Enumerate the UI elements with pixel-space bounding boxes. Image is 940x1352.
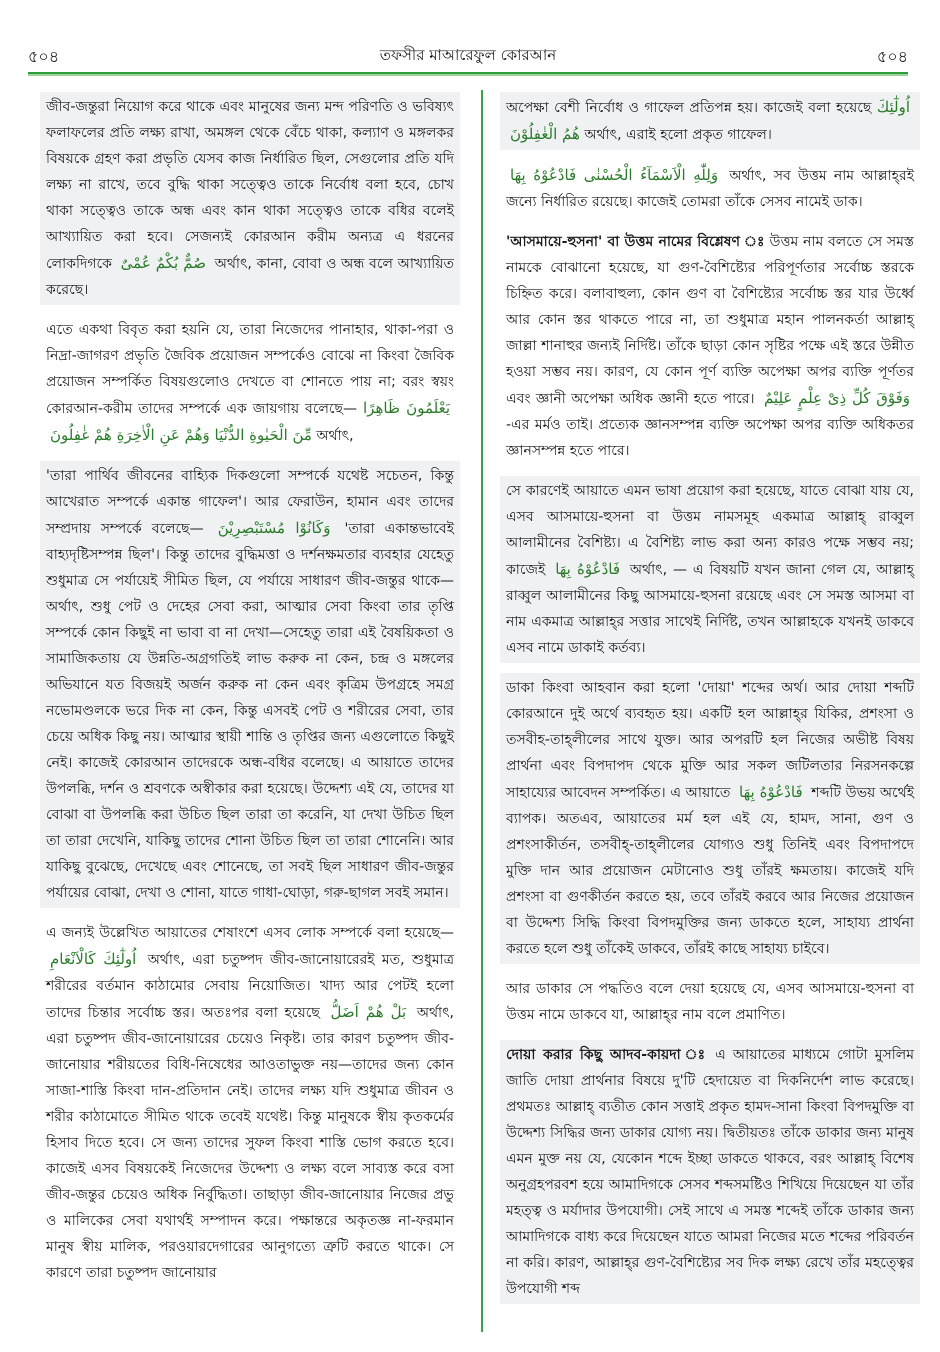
page-number-left: ৫০৪ [28,47,60,66]
paragraph-text: অর্থাৎ, সব উত্তম নাম আল্লাহ্‌রই জন্যে নির্ধারিত রয়েছে। কাজেই তোমরা তাঁকে সেসব নামেই ডাক। [506,168,915,210]
paragraph [40,315,460,451]
paragraph-text: এ আয়াতের মাধ্যমে গোটা মুসলিম জাতি দোয়া প্রার্থনার বিষয়ে দু'টি হেদায়েত বা দিকনির্দেশ লাভ করেছে। প্রথমতঃ আল্লাহ্ ব্যতীত কোন সত্তাই প্রকৃত হামদ-সানা কিংবা বিপদমুক্তি বা উদ্দেশ্য সিদ্ধির জন্য ডাকার যোগ্য নয়। দ্বিতীয়তঃ তাঁকে ডাকার জন্য মানুষ এমন মুক্ত নয় যে, যেকোন শব্দে ইচ্ছা ডাকতে থাকবে, বরং আল্লাহ্ বিশেষ অনুগ্রহপরবশ হয়ে আমাদিগকে সেসব শব্দসমষ্টিও শিখিয়ে দিয়েছেন যা তাঁর মহত্ত্ব ও মর্যাদার উপযোগী। সেই সাথে এ সমস্ত শব্দেই তাঁকে ডাকার জন্য আমাদিগকে বাধ্য করে দিয়েছেন যাতে আমরা নিজের মতে শব্দের পরিবর্তন না করি। কারণ, আল্লাহ্‌র গুণ-বৈশিষ্ট্যের সব দিক লক্ষ্য রেখে তাঁর মহত্ত্বের উপযোগী শব্দ [506,1047,914,1297]
paragraph-text: অর্থাৎ, [316,428,354,444]
paragraph [500,160,920,217]
column-divider [481,90,483,1332]
arabic-verse: بَلْ هُمْ اَضَلُّ [330,1003,407,1021]
arabic-verse: اُولٰٓئِكَ كَالْاَنْعَامِ [50,950,137,968]
paragraph-text: আর ডাকার সে পদ্ধতিও বলে দেয়া হয়েছে যে, এসব আসমায়ে-হুসনা বা উত্তম নামে ডাকবে যা, আল্লাহ্‌র নাম বলে প্রমাণিত। [506,981,914,1023]
arabic-verse: وَفَوْقَ كُلِّ ذِىْ عِلْمٍ عَلِيْمٌ [763,389,910,407]
paragraph [500,974,920,1030]
paragraph-text: জীব-জন্তুরা নিয়োগ করে থাকে এবং মানুষের জন্য মন্দ পরিণতি ও ভবিষ্যৎ ফলাফলের প্রতি লক্ষ্য রাখা, অমঙ্গল থেকে বেঁচে থাকা, কল্যাণ ও মঙ্গলকর বিষয়কে গ্রহণ করা প্রভৃতি যেসব কাজ নির্ধারিত ছিল, সেগুলোর প্রতি যদি লক্ষ্য না রাখে, তবে বুদ্ধি থাকা সত্ত্বেও তাকে নির্বোধ বলা হবে, চোখ থাকা সত্ত্বেও তাকে অন্ধ এবং কান থাকা সত্ত্বেও তাকে বধির বলেই আখ্যায়িত করা হবে। সেজন্যই কোরআন করীম অন্যত্র এ ধরনের লোকদিগকে [46,99,454,272]
arabic-verse: يَعْلَمُونَ ظَاهِرًا مِّنَ الْحَيٰوةِ الدُّنْيَا وَهُمْ عَنِ الْاٰخِرَةِ هُمْ غٰفِلُونَ [50,399,450,444]
paragraph [40,92,460,305]
paragraph [40,918,460,1288]
paragraph [500,476,920,663]
header-rule [28,72,908,76]
paragraph-text: অর্থাৎ, এরা চতুষ্পদ জীব-জানোয়ারের চেয়েও নিকৃষ্ট। তার কারণ চতুষ্পদ জীব-জানোয়ার শরীয়তের বিধি-নিষেধের আওতাভুক্ত নয়—তাদের জন্য কোন সাজা-শাস্তি কিংবা দান-প্রতিদান নেই। তাদের লক্ষ্য যদি শুধুমাত্র জীবন ও শরীর কাঠামোতে সীমিত থাকে তবেই যথেষ্ট। কিন্তু মানুষকে স্বীয় কৃতকর্মের হিসাব দিতে হবে। সে জন্য তাদের সুফল কিংবা শাস্তি ভোগ করতে হবে। কাজেই এসব বিষয়কেই নিজেদের উদ্দেশ্য ও লক্ষ্য বলে সাব্যস্ত করে বসা জীব-জন্তুর চেয়েও অধিক নির্বুদ্ধিতা। তাছাড়া জীব-জানোয়ার নিজের প্রভু ও মালিকের সেবা যথার্থই সম্পাদন করে। পক্ষান্তরে অকৃতজ্ঞ না-ফরমান মানুষ স্বীয় মালিক, পরওয়ারদেগারের আনুগত্যে ত্রুটি করতে থাকে। সে কারণে তারা চতুষ্পদ জানোয়ার [46,1005,455,1281]
paragraph-text: অপেক্ষা বেশী নির্বোধ ও গাফেল প্রতিপন্ন হয়। কাজেই বলা হয়েছে [506,100,872,116]
paragraph-text: অর্থাৎ, এরাই হলো প্রকৃত গাফেল। [584,127,772,143]
paragraph [500,1040,920,1304]
paragraph [500,227,920,466]
section-heading: দোয়া করার কিছু আদব-কায়দা ঃ [506,1047,708,1063]
paragraph-text: -এর মর্মও তাই। প্রত্যেক জ্ঞানসম্পন্ন ব্যক্তি অপেক্ষা অপর ব্যক্তি অধিকতর জ্ঞানসম্পন্ন হতে পারে। [506,417,914,459]
right-column [500,92,920,1322]
arabic-verse: فَادْعُوْهُ بِهَا [555,560,621,578]
paragraph-text: 'তারা একান্তভাবেই বাহ্যদৃষ্টিসম্পন্ন ছিল'। কিন্তু তাদের বুদ্ধিমত্তা ও দর্শনক্ষমতার ব্যবহার যেহেতু শুধুমাত্র সে পর্যায়েই সীমিত ছিল, যে পর্যায়ে সাধারণ জীব-জন্তুর থাকে—অর্থাৎ, শুধু পেট ও দেহের সেবা করা, আত্মার সেবা কিংবা তার তৃপ্তি সম্পর্কে কোন কিছুই না ভাবা বা না দেখা—সেহেতু তারা এই বৈষয়িকতা ও সামাজিকতায় যে উন্নতি-অগ্রগতিই লাভ করুক না কেন, চন্দ্র ও মঙ্গলের অভিযানে যত বিজয়ই অর্জন করুক না কেন এবং কৃত্রিম উপগ্রহে সমগ্র নভোমণ্ডলকে ভরে দিক না কেন, কিন্তু এসবই পেট ও শরীরের সেবা, তার চেয়ে অধিক কিছু নয়। আত্মার স্থায়ী শান্তি ও তৃপ্তির জন্য এগুলোতে কিছুই নেই। কাজেই কোরআন তাদেরকে অন্ধ-বধির বলেছে। এ আয়াতে তাদের উপলব্ধি, দর্শন ও শ্রবণকে অস্বীকার করা হয়েছে। উদ্দেশ্য এই যে, তাদের যা বোঝা বা উপলব্ধি করা উচিত ছিল তারা তা করেনি, যা দেখা উচিত ছিল তা তারা দেখেনি, যাকিছু তাদের শোনা উচিত ছিল তা তারা শোনেনি। আর যাকিছু বুঝেছে, দেখেছে এবং শোনেছে, তা সবই ছিল সাধারণ জীব-জন্তুর পর্যায়ের বোঝা, দেখা ও শোনা, যাতে গাধা-ঘোড়া, গরু-ছাগল সবই সমান। [46,521,455,901]
paragraph-text: এ জন্যই উল্লেখিত আয়াতের শেষাংশে এসব লোক সম্পর্কে বলা হয়েছে— [46,925,454,941]
arabic-verse: فَادْعُوْهُ بِهَا [739,783,803,801]
paragraph-text: এতে একথা বিবৃত করা হয়নি যে, তারা নিজেদের পানাহার, থাকা-পরা ও নিদ্রা-জাগরণ প্রভৃতি জৈবিক প্রয়োজন সম্পর্কেও বোঝে না কিংবা জৈবিক প্রয়োজন সম্পর্কিত বিষয়গুলোও দেখতে বা শোনতে পায় না; বরং স্বয়ং কোরআন-করীম তাদের সম্পর্কে এক জায়গায় বলেছে— [46,322,454,417]
page-header [28,38,908,78]
arabic-verse: وَكَانُوْا مُسْتَبْصِرِيْنَ [217,519,331,537]
page-number-right: ৫০৪ [876,47,908,66]
arabic-verse: صُمٌّ بُكْمٌ عُمْىٌ [120,254,206,272]
paragraph [500,92,920,150]
paragraph-text: শব্দটি উভয় অর্থেই ব্যাপক। অতএব, আয়াতের মর্ম হল এই যে, হামদ, সানা, গুণ ও প্রশংসাকীর্তন, তসবীহ্-তাহ্‌লীলের যোগ্যও শুধু তিনিই এবং বিপদাপদে মুক্তি দান আর প্রয়োজন মেটানোও শুধু তাঁরই ক্ষমতায়। কাজেই যদি প্রশংসা বা গুণকীর্তন করতে হয়, তবে তাঁরই করবে আর নিজের প্রয়োজন বা উদ্দেশ্য সিদ্ধি কিংবা বিপদমুক্তির জন্য ডাকতে হলে, সাহায্য প্রার্থনা করতে হলে শুধু তাঁকেই ডাকবে, তাঁরই কাছে সাহায্য চাইবে। [506,785,914,957]
book-title: তফসীর মাআরেফুল কোরআন [379,46,557,64]
paragraph-text: 'তারা পার্থিব জীবনের বাহ্যিক দিকগুলো সম্পর্কে যথেষ্ট সচেতন, কিন্তু আখেরাত সম্পর্কে একান্ত গাফেল'। আর ফেরাউন, হামান এবং তাদের সম্প্রদায় সম্পর্কে বলেছে— [46,468,454,537]
left-column [40,92,460,1322]
section-heading: 'আসমায়ে-হুসনা' বা উত্তম নামের বিশ্লেষণ ঃ [506,234,765,250]
arabic-verse: وَلِلّٰهِ الْاَسْمَآءُ الْحُسْنٰى فَادْعُوْهُ بِهَا [510,166,719,184]
paragraph-text: উত্তম নাম বলতে সে সমস্ত নামকে বোঝানো হয়েছে, যা গুণ-বৈশিষ্ট্যের পরিপূর্ণতার সর্বোচ্চ স্তরকে চিহ্নিত করে। বলাবাহুল্য, কোন গুণ বা বৈশিষ্ট্যের সর্বোচ্চ স্তর যার উর্ধ্বে আর কোন স্তর থাকতে পারে না, তা শুধুমাত্র মহান পালনকর্তা আল্লাহ্ জাল্লা শানাহুর জন্যই নির্দিষ্ট। তাঁকে ছাড়া কোন সৃষ্টির পক্ষে এই স্তরে উন্নীত হওয়া সম্ভব নয়। কারণ, যে কোন পূর্ণ ব্যক্তি অপেক্ষা অপর ব্যক্তি পূর্ণতর এবং জ্ঞানী অপেক্ষা অধিক জ্ঞানী হতে পারে। [506,234,914,407]
paragraph-text: অর্থাৎ, — এ বিষয়টি যখন জানা গেল যে, আল্লাহ্ রাব্বুল আলামীনের কিছু আসমায়ে-হুসনা রয়েছে এবং সে সমস্ত আসমা বা নাম একমাত্র আল্লাহ্‌র সত্তার সাথেই নির্দিষ্ট, তখন আল্লাহকে যখনই ডাকবে এসব নামে ডাকাই কর্তব্য। [506,562,915,656]
paragraph-text: ডাকা কিংবা আহবান করা হলো 'দোয়া' শব্দের অর্থ। আর দোয়া শব্দটি কোরআনে দুই অর্থে ব্যবহৃত হয়। একটি হল আল্লাহ্‌র যিকির, প্রশংসা ও তসবীহ-তাহ্‌লীলের সাথে যুক্ত। আর অপরটি হল নিজের অভীষ্ট বিষয় প্রার্থনা এবং বিপদাপদ থেকে মুক্তি আর সকল জটিলতার নিরসনকল্পে সাহায্যের আবেদন সম্পর্কিত। এ আয়াতে [506,680,914,801]
paragraph [40,461,460,908]
arabic-verse: اُولٰٓئِكَ هُمُ الْغٰفِلُوْنَ [510,98,911,143]
paragraph-text: অর্থাৎ, কানা, বোবা ও অন্ধ বলে আখ্যায়িত করেছে। [46,256,455,298]
paragraph-text: সে কারণেই আয়াতে এমন ভাষা প্রয়োগ করা হয়েছে, যাতে বোঝা যায় যে, এসব আসমায়ে-হুসনা বা উত্তম নামসমূহ একমাত্র আল্লাহ্ রাব্বুল আলামীনের বৈশিষ্ট্য। এ বৈশিষ্ট্য লাভ করা অন্য কারও পক্ষে সম্ভব নয়; কাজেই [506,483,914,578]
paragraph [500,673,920,964]
paragraph-text: অর্থাৎ, এরা চতুষ্পদ জীব-জানোয়ারেরই মত, শুধুমাত্র শরীরের বর্তমান কাঠামোর সেবায় নিয়োজিত। খাদ্য আর পেটই হলো তাদের চিন্তার সর্বোচ্চ স্তর। অতঃপর বলা হয়েছে [46,952,454,1021]
